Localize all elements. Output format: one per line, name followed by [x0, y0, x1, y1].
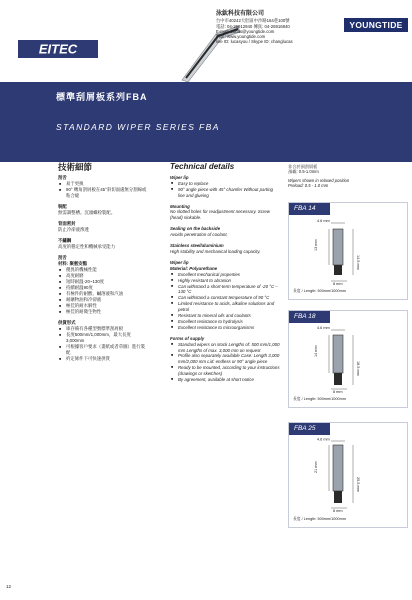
section-text: 防止冷卻液滲透	[58, 227, 89, 232]
profile-name: FBA 25	[289, 423, 330, 435]
profile-length: 長度 / Length: 500mm/1000mm	[293, 517, 346, 521]
dim-width-bottom: 8 mm	[333, 509, 343, 513]
section-title: 刮舌	[58, 255, 67, 260]
header-band	[0, 0, 412, 72]
dim-width-top: 4.6 mm	[317, 219, 330, 223]
list-item: ■ Ready to be mounted, according to your instructions (drawings or sketches)	[178, 365, 280, 377]
im-line: line ID: lucasyou / Skype ID: changlucas	[216, 39, 293, 45]
section-title: 刮舌	[58, 175, 67, 180]
list-item: ■ 約定條件下可快速供貨	[66, 356, 148, 362]
chinese-details-column	[58, 164, 148, 362]
list-item: ■ Excellent resistance to hydrolysis	[178, 319, 280, 325]
section-title: 裝配	[58, 204, 67, 209]
bullet-list	[170, 342, 280, 383]
list-item: ■ 庫存備有各種型號標準刮屑板	[66, 326, 148, 332]
profile-card-fba18	[288, 310, 408, 408]
section-text: 無需調整槽。沉頭螺栓裝配。	[58, 210, 116, 215]
list-item: ■ Can withstand a constant temperature of 90 °C	[178, 295, 280, 301]
profile-card-fba14	[288, 202, 408, 300]
address-line: 台中市40242大肚區中沙路164巷100號	[216, 18, 290, 24]
list-item: ■ Standard wipers on stock Lengths of: 500 mm/1,000 mm Lengths of max. 3,000 mm on request	[178, 342, 280, 354]
list-item: ■ 極佳的耐水解性	[66, 303, 148, 309]
english-details-column	[170, 164, 280, 383]
bullet-list	[58, 181, 148, 199]
section-text: Avoids penetration of coolant.	[170, 232, 228, 238]
section-title: Sealing on the backside	[170, 226, 221, 232]
section-subtitle: 材料: 聚氨安酯	[58, 261, 88, 266]
company-name: 泳鈦科技有限公司	[216, 11, 265, 17]
list-item: ■ 極佳的耐微生物性	[66, 309, 148, 315]
dim-width-top: 4.6 mm	[317, 326, 330, 330]
youngtide-logo: YOUNGTIDE	[344, 18, 408, 32]
website-line: 網址: www.youngtide.com	[216, 34, 266, 40]
bullet-list	[58, 267, 148, 315]
list-item: ■ 90° 轉角刮屑板在45°斜切面處無分割線或粘合縫	[66, 187, 148, 199]
eitec-logo-text: EITEC	[38, 41, 78, 57]
note-cn-preload: 預載: 0.5-1.0mm	[288, 169, 319, 175]
eitec-logo	[18, 38, 98, 60]
section-title: Forms of supply	[170, 335, 205, 341]
list-item: ■ Profile also separately available Case: Length 3,000 mm/2,000 mm Lid: endless or 90° angle piece	[178, 353, 280, 365]
list-item: ■ Highly resistant to abrasion	[178, 278, 280, 284]
dim-width-bottom: 8 mm	[333, 282, 343, 285]
section-title: Wiper lip	[170, 259, 189, 265]
title-english: STANDARD WIPER SERIES FBA	[56, 122, 220, 132]
dim-height-total: 14.5 mm	[356, 255, 360, 270]
profile-drawing	[303, 325, 383, 393]
list-item: ■ 短時耐溫-20~130度	[66, 279, 148, 285]
chinese-heading: 技術細節	[58, 162, 93, 172]
section-title: Mounting	[170, 203, 190, 209]
list-item: ■ 長度500mm/1,000mm，最大長度3,000mm	[66, 332, 148, 344]
list-item: ■ Limited resistance to acids, alkaline solutions and petrol	[178, 301, 280, 313]
section-text: High stability and mechanical loading capacity.	[170, 248, 261, 254]
section-subtitle: Material: Polyurethane	[170, 265, 218, 271]
profile-length: 長度 / Length: 500mm/1000mm	[293, 289, 346, 293]
bullet-list	[170, 181, 280, 199]
profile-card-fba25	[288, 422, 408, 528]
section-title: 不鏽鋼	[58, 238, 72, 243]
section-title: Wiper lip	[170, 174, 189, 180]
list-item: ■ 有極件的耐酸、鹹溶液和汽油	[66, 291, 148, 297]
section-title: 背面密封	[58, 221, 76, 226]
email-line: E-mail: Lucas@youngtide.com	[216, 28, 275, 34]
english-heading: Technical details	[170, 162, 235, 171]
list-item: ■ Excellent mechanical properties	[178, 272, 280, 278]
profile-name: FBA 18	[289, 311, 330, 323]
list-item: ■ 可根據客戶要求（畫紙或者草圖）進行裝配	[66, 344, 148, 356]
profile-name: FBA 14	[289, 203, 330, 215]
contact-block	[216, 12, 342, 45]
list-item: ■ Excellent resistance to microorganisms	[178, 325, 280, 331]
note-en-relaxed: Wipers shown in relaxed position	[288, 177, 350, 183]
section-title: Stainless steel/aluminium	[170, 243, 224, 249]
profile-length: 長度 / Length: 500mm/1000mm	[293, 397, 346, 401]
profile-drawing	[303, 437, 383, 513]
profile-drawing	[303, 217, 383, 285]
profile-notes	[288, 164, 406, 189]
title-chinese: 標準刮屑板系列FBA	[56, 92, 148, 102]
list-item: ■ By agreement, available at short notice	[178, 377, 280, 383]
list-item: ■ 優異的機械性能	[66, 267, 148, 273]
dim-height-inner: 21 mm	[314, 461, 318, 473]
dim-height-inner: 13 mm	[314, 239, 318, 251]
phone-line: 電話: 04-26912940 傳真: 04-26916840	[216, 23, 290, 29]
dim-width-top: 4.6 mm	[317, 437, 330, 442]
list-item: ■ Easy to replace	[178, 181, 280, 187]
note-en-preload: Preload: 0.5 - 1.0 mm	[288, 183, 329, 189]
section-title: 供貨形式	[58, 320, 76, 325]
dim-height-inner: 14 mm	[314, 345, 318, 357]
list-item: ■ Resistant to mineral oils and coolants	[178, 313, 280, 319]
bullet-list	[170, 272, 280, 331]
list-item: ■ 耐礦物油和冷卻液	[66, 297, 148, 303]
section-text: No slotted holes for readjustment necessary. Screw (head) sinkable.	[170, 209, 270, 221]
list-item: ■ 持續耐溫90度	[66, 285, 148, 291]
page-number: 12	[6, 584, 12, 589]
dim-height-total: 25.5 mm	[356, 477, 360, 492]
list-item: ■ Can withstand a short-term temperature of -20 °C – 130 °C	[178, 284, 280, 296]
list-item: ■ 高度耐磨	[66, 273, 148, 279]
list-item: ■ 90° angle piece with 45° chamfer Without parting line and glueing	[178, 187, 280, 199]
dim-height-total: 18.5 mm	[356, 361, 360, 376]
bullet-list	[58, 326, 148, 362]
note-cn-relaxed: 非合於預刮屑板	[288, 164, 318, 169]
section-text: 高度的穩定性和機械承受能力	[58, 244, 116, 249]
dim-width-bottom: 8 mm	[333, 390, 343, 393]
list-item: ■ 易于更換	[66, 181, 148, 187]
title-banner	[0, 82, 412, 162]
